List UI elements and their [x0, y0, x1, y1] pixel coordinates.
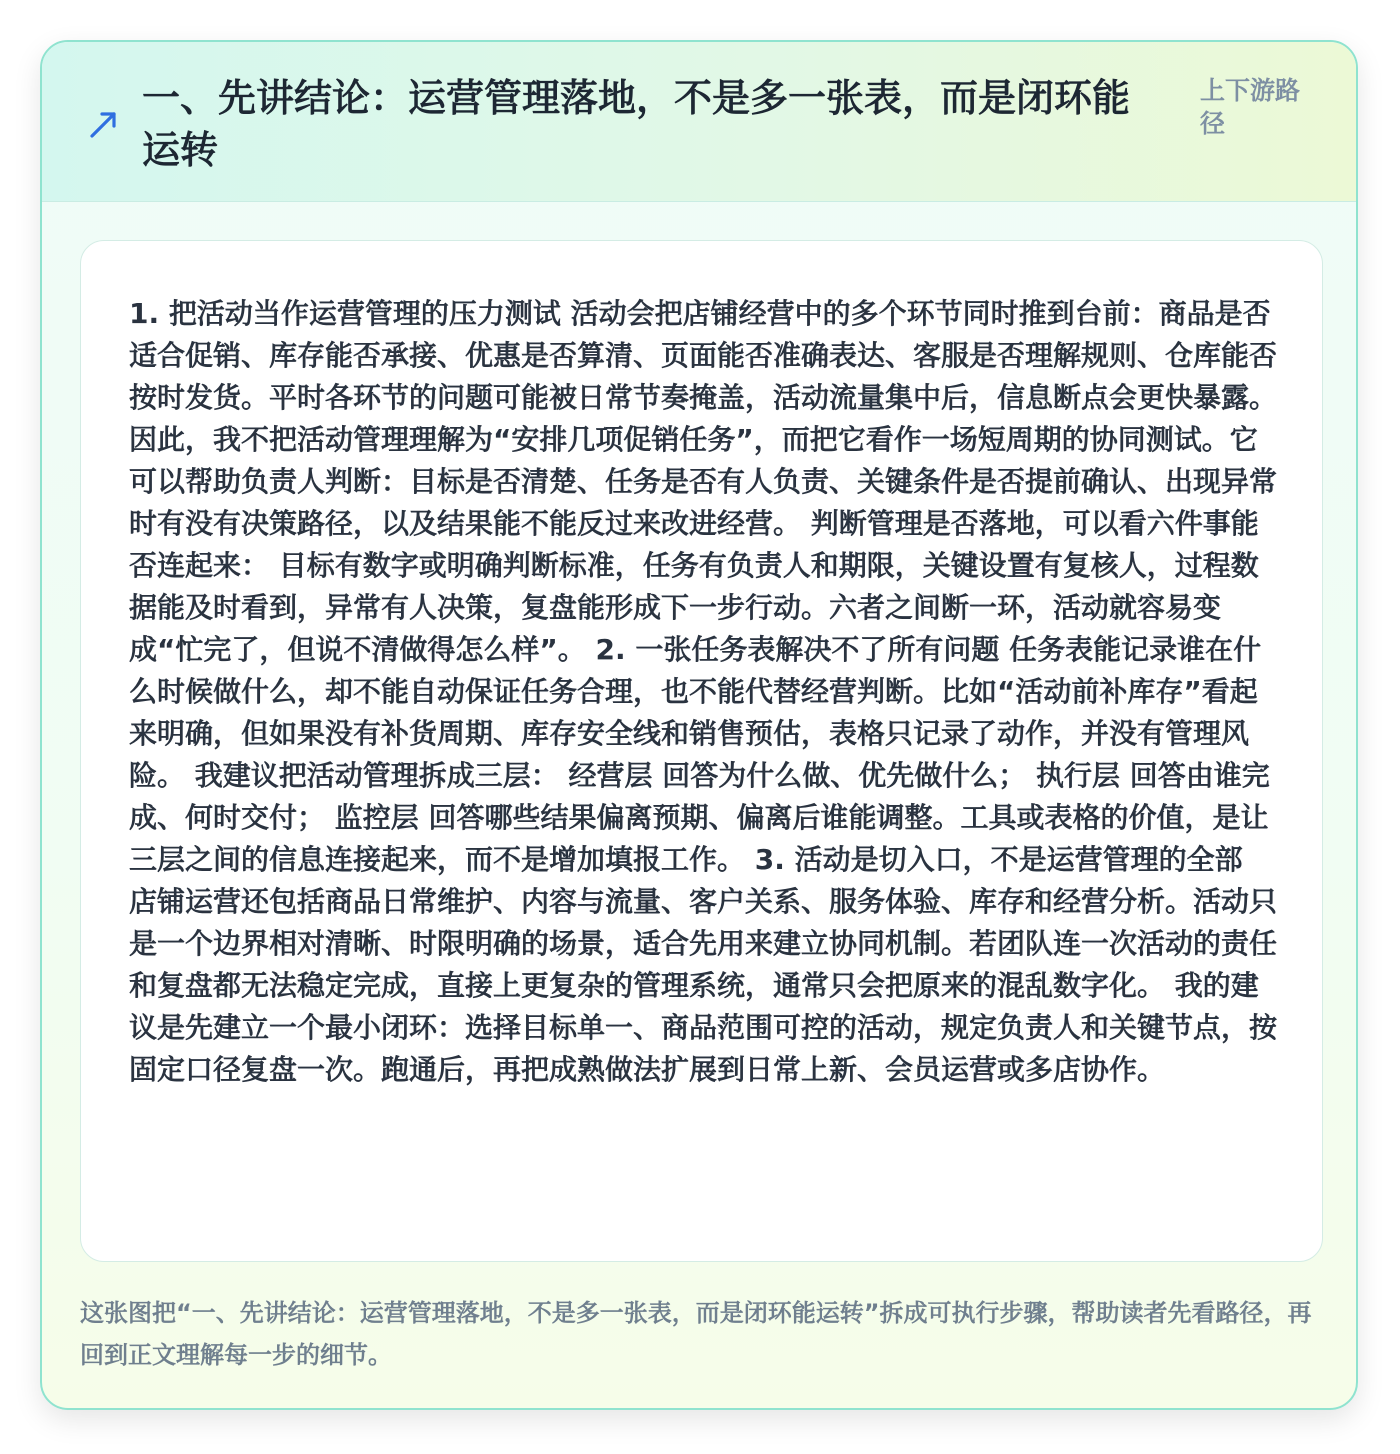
card-header	[42, 42, 1356, 202]
arrow-up-right-icon	[86, 106, 122, 142]
content-text: 1. 把活动当作运营管理的压力测试 活动会把店铺经营中的多个环节同时推到台前：商品是否适合促销、库存能否承接、优惠是否算清、页面能否准确表达、客服是否理解规则、仓库能否按时发货。平时各环节的问题可能被日常节奏掩盖，活动流量集中后，信息断点会更快暴露。 因此，我不把活动管理理解为“安排几项促销任务”，而把它看作一场短周期的协同测试。它可以帮助负责人判断：目标是否清楚、任务是否有人负责、关键条件是否提前确认、出现异常时有没有决策路径，以及结果能不能反过来改进经营。 判断管理是否落地，可以看六件事能否连起来： 目标有数字或明确判断标准，任务有负责人和期限，关键设置有复核人，过程数据能及时看到，异常有人决策，复盘能形成下一步行动。六者之间断一环，活动就容易变成“忙完了，但说不清做得怎么样”。 2. 一张任务表解决不了所有问题 任务表能记录谁在什么时候做什么，却不能自动保证任务合理，也不能代替经营判断。比如“活动前补库存”看起来明确，但如果没有补货周期、库存安全线和销售预估，表格只记录了动作，并没有管理风险。 我建议把活动管理拆成三层： 经营层 回答为什么做、优先做什么； 执行层 回答由谁完成、何时交付； 监控层 回答哪些结果偏离预期、偏离后谁能调整。工具或表格的价值，是让三层之间的信息连接起来，而不是增加填报工作。 3. 活动是切入口，不是运营管理的全部 店铺运营还包括商品日常维护、内容与流量、客户关系、服务体验、库存和经营分析。活动只是一个边界相对清晰、时限明确的场景，适合先用来建立协同机制。若团队连一次活动的责任和复盘都无法稳定完成，直接上更复杂的管理系统，通常只会把原来的混乱数字化。 我的建议是先建立一个最小闭环：选择目标单一、商品范围可控的活动，规定负责人和关键节点，按固定口径复盘一次。跑通后，再把成熟做法扩展到日常上新、会员运营或多店协作。	[129, 297, 1278, 1086]
card-title: 一、先讲结论：运营管理落地，不是多一张表，而是闭环能运转	[142, 76, 1131, 172]
summary-card	[40, 40, 1358, 1410]
content-box	[80, 240, 1323, 1262]
path-tag: 上下游路径	[1200, 76, 1301, 138]
figure-caption: 这张图把“一、先讲结论：运营管理落地，不是多一张表，而是闭环能运转”拆成可执行步骤，帮助读者先看路径，再回到正文理解每一步的细节。	[80, 1299, 1312, 1369]
